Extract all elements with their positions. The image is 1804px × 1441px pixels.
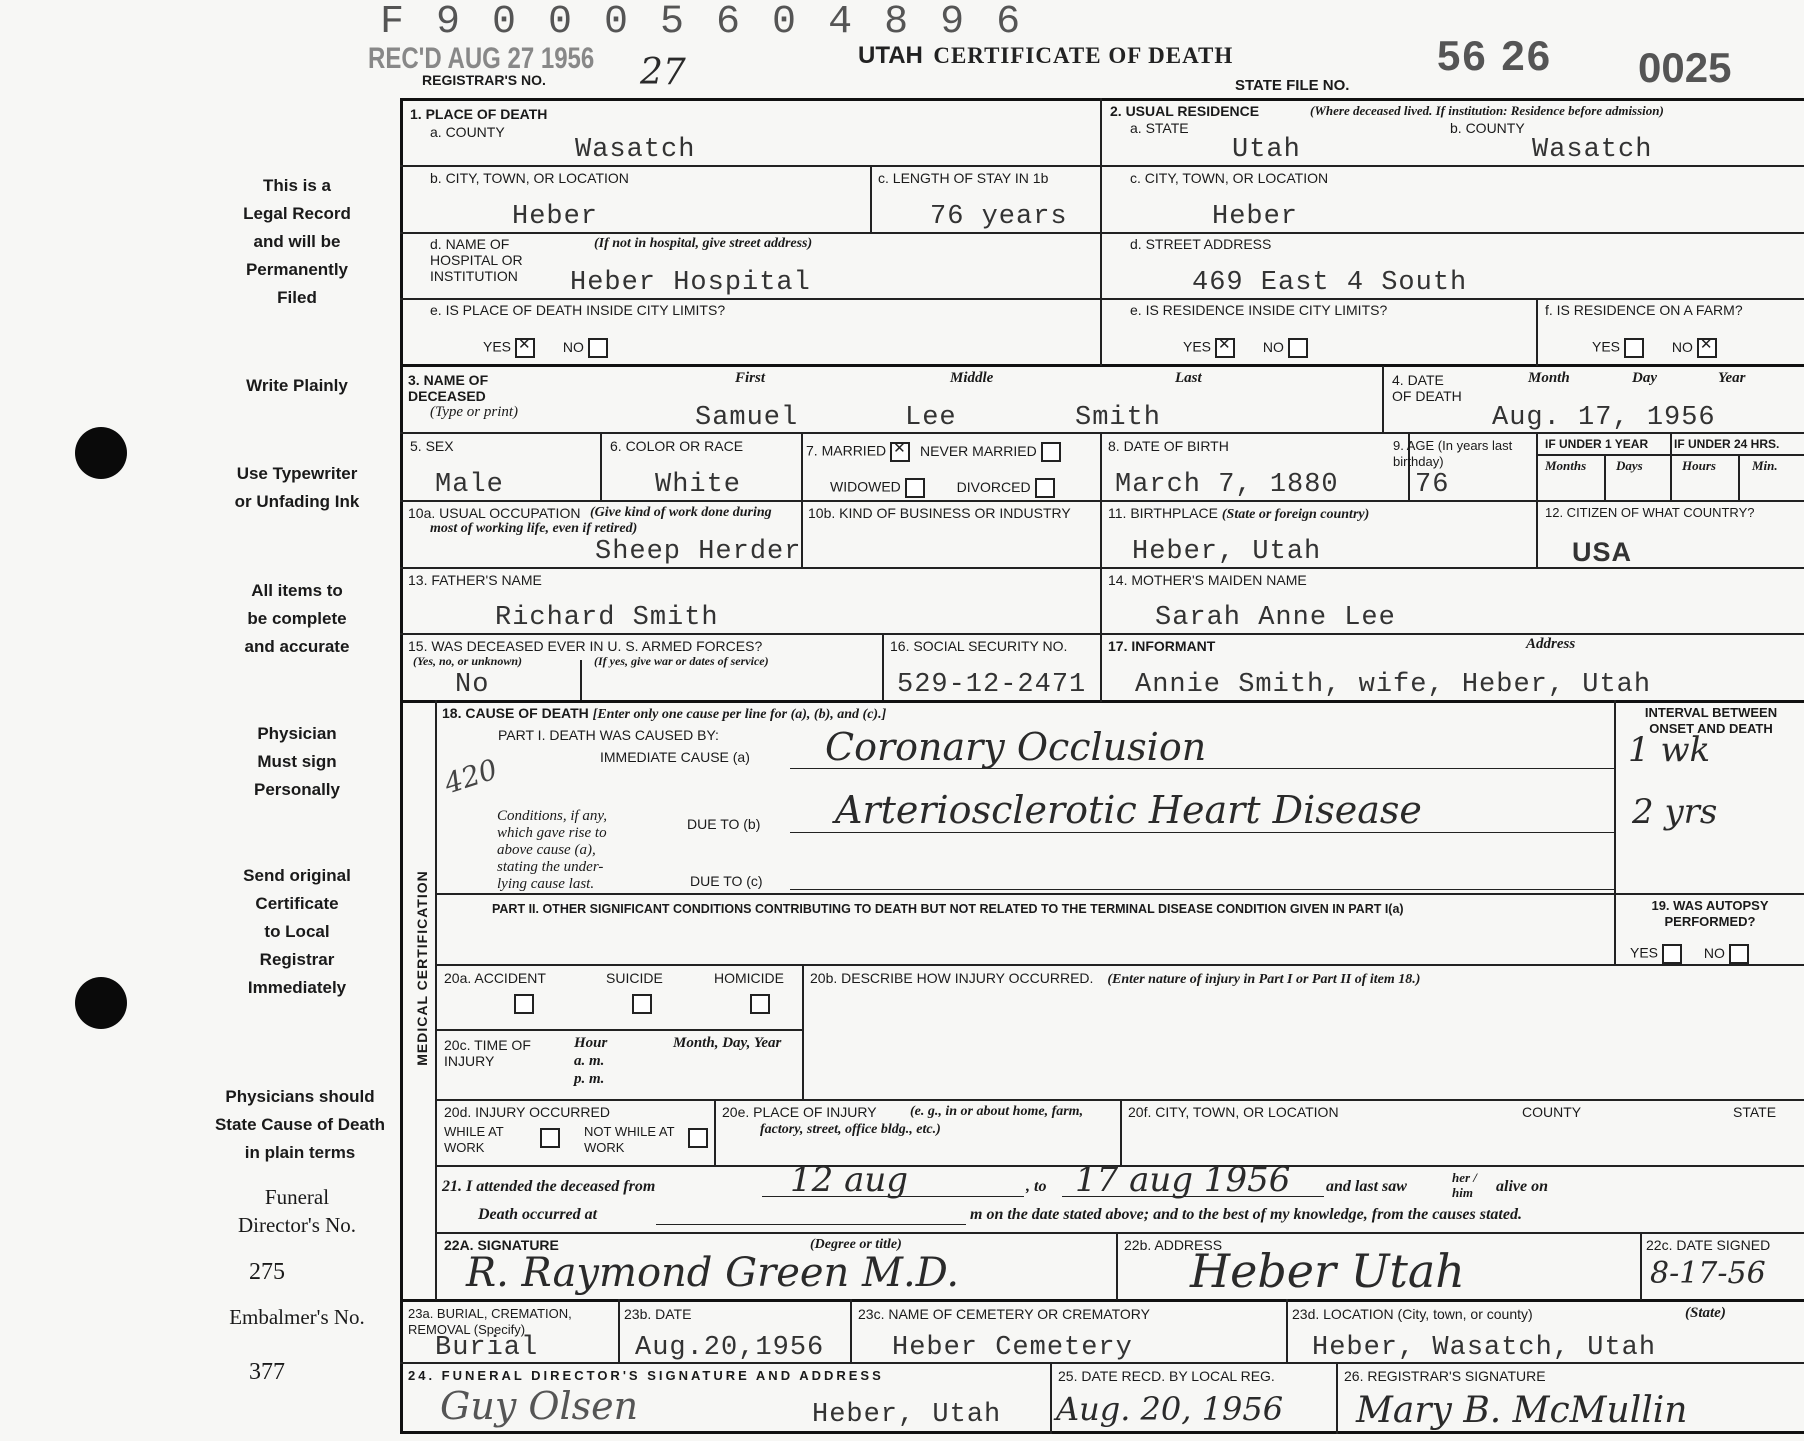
autopsy-no-checkbox[interactable] [1729, 944, 1749, 964]
funeral-director-address: Heber, Utah [812, 1400, 1002, 1430]
autopsy-options: YES NO [1630, 944, 1749, 964]
title-prefix: UTAH [858, 42, 923, 69]
state-file-seq: 0025 [1638, 44, 1732, 91]
suicide-checkbox[interactable] [632, 994, 652, 1014]
sidebar-typewriter-note: Use Typewriter or Unfading Ink [234, 464, 360, 511]
middle-name-value: Lee [905, 403, 957, 433]
res-city-value: Heber [1212, 202, 1299, 232]
hospital-note: (If not in hospital, give street address) [594, 236, 813, 251]
serial-number: F 9 0 0 0 5 6 0 4 8 9 6 [380, 0, 1025, 45]
citizen-value: USA [1572, 537, 1633, 567]
cemetery-value: Heber Cemetery [892, 1333, 1133, 1363]
race-label: 6. COLOR OR RACE [610, 438, 744, 454]
while-at-work-label: WHILE AT WORK [444, 1124, 504, 1155]
street-value: 469 East 4 South [1192, 268, 1468, 298]
autopsy-label: 19. WAS AUTOPSY PERFORMED? [1651, 898, 1769, 929]
occupation-label: 10a. USUAL OCCUPATION [408, 505, 581, 521]
res-state-label: a. STATE [1130, 120, 1189, 136]
dod-year-label: Year [1718, 370, 1746, 386]
place-of-death-label: 1. PLACE OF DEATH [410, 106, 548, 122]
due-to-c-label: DUE TO (c) [690, 873, 763, 889]
res-county-value: Wasatch [1532, 135, 1653, 165]
physician-address: Heber Utah [1190, 1244, 1465, 1298]
not-at-work-label: NOT WHILE AT WORK [584, 1124, 675, 1155]
funeral-director-label: Funeral Director's No. [237, 1185, 357, 1237]
farm-no-checkbox[interactable] [1697, 338, 1717, 358]
cause-a-value: Coronary Occlusion [825, 725, 1207, 769]
recd-label: 25. DATE RECD. BY LOCAL REG. [1058, 1368, 1275, 1384]
widowed-checkbox[interactable] [905, 478, 925, 498]
res-state-value: Utah [1232, 135, 1301, 165]
embalmer-no: 377 [249, 1359, 285, 1385]
farm-yes-checkbox[interactable] [1624, 338, 1644, 358]
pod-inside-no-checkbox[interactable] [588, 338, 608, 358]
last-name-value: Smith [1075, 403, 1162, 433]
alive-on-label: alive on [1496, 1178, 1548, 1195]
informant-value: Annie Smith, wife, Heber, Utah [1135, 670, 1652, 700]
residence-note: (Where deceased lived. If institution: Residence before admission) [1310, 103, 1664, 118]
location-state-label: (State) [1685, 1305, 1726, 1321]
describe-injury-label: 20b. DESCRIBE HOW INJURY OCCURRED. (Enter nature of injury in Part I or Part II of item 18.) [810, 970, 1421, 987]
pod-city-label: b. CITY, TOWN, OR LOCATION [430, 170, 629, 186]
registrar-no-label: REGISTRAR'S NO. [422, 72, 546, 88]
punch-hole-bottom [75, 977, 127, 1029]
occupation-value: Sheep Herder [595, 537, 802, 567]
stay-value: 76 years [930, 202, 1068, 232]
middle-label: Middle [950, 370, 994, 386]
signature-label: 22A. SIGNATURE [444, 1237, 559, 1253]
citizen-label: 12. CITIZEN OF WHAT COUNTRY? [1545, 505, 1755, 520]
pod-county-value: Wasatch [575, 135, 696, 165]
injury-occurred-label: 20d. INJURY OCCURRED [444, 1104, 610, 1120]
sidebar-physician-note: Physician Must sign Personally [254, 724, 340, 799]
hospital-label: d. NAME OF HOSPITAL OR INSTITUTION [430, 236, 523, 284]
street-label: d. STREET ADDRESS [1130, 236, 1272, 252]
res-inside-no-checkbox[interactable] [1288, 338, 1308, 358]
funeral-director-sig-label: 24. FUNERAL DIRECTOR'S SIGNATURE AND ADDRESS [408, 1368, 884, 1383]
sidebar-plain-terms: Physicians should State Cause of Death in plain terms [214, 1087, 386, 1162]
attended-to-value: 17 aug 1956 [1075, 1160, 1291, 1200]
date-of-death-label: 4. DATE OF DEATH [1392, 372, 1462, 404]
injury-state-label: STATE [1733, 1104, 1777, 1120]
degree-label: (Degree or title) [810, 1237, 902, 1252]
divorced-checkbox[interactable] [1035, 478, 1055, 498]
cemetery-label: 23c. NAME OF CEMETERY OR CREMATORY [858, 1306, 1150, 1322]
interval-a-value: 1 wk [1628, 730, 1711, 770]
interval-label: INTERVAL BETWEEN ONSET AND DEATH [1644, 705, 1778, 736]
burial-date-label: 23b. DATE [624, 1306, 692, 1322]
dod-month-label: Month [1528, 370, 1570, 386]
birth-value: March 7, 1880 [1115, 470, 1339, 500]
res-inside-limits-label: e. IS RESIDENCE INSIDE CITY LIMITS? [1130, 302, 1388, 318]
title-main: CERTIFICATE OF DEATH [933, 43, 1234, 68]
part2-label: PART II. OTHER SIGNIFICANT CONDITIONS CONTRIBUTING TO DEATH BUT NOT RELATED TO THE TERMINAL DISEASE CONDITION GIVEN IN PART I(a) [492, 902, 1404, 916]
under-1-year-label: IF UNDER 1 YEAR [1545, 437, 1649, 451]
sidebar-send-note: Send original Certificate to Local Registrar Immediately [243, 866, 351, 997]
hospital-value: Heber Hospital [570, 268, 811, 298]
min-label: Min. [1752, 458, 1778, 473]
ssn-value: 529-12-2471 [897, 670, 1087, 700]
days-label: Days [1616, 458, 1643, 473]
sex-label: 5. SEX [410, 438, 454, 454]
father-label: 13. FATHER'S NAME [408, 572, 542, 588]
funeral-director-no: 275 [249, 1259, 285, 1285]
date-of-death-value: Aug. 17, 1956 [1492, 403, 1716, 433]
race-value: White [655, 470, 742, 500]
never-married-checkbox[interactable] [1041, 442, 1061, 462]
injury-city-label: 20f. CITY, TOWN, OR LOCATION [1128, 1104, 1339, 1120]
sidebar-complete-note: All items to be complete and accurate [244, 581, 350, 656]
registrar-signature: Mary B. McMullin [1356, 1390, 1688, 1431]
last-label: Last [1175, 370, 1202, 386]
certificate-title [858, 42, 1233, 70]
state-file-no: 56 26 [1437, 32, 1553, 79]
birthplace-label: 11. BIRTHPLACE (State or foreign country) [1108, 505, 1370, 522]
recd-value: Aug. 20, 1956 [1056, 1390, 1284, 1428]
suicide-label: SUICIDE [606, 970, 663, 986]
pod-inside-limits-options: YES✕ NO [483, 338, 608, 358]
attended-from-value: 12 aug [790, 1160, 909, 1200]
embalmer-label: Embalmer's No. [229, 1305, 365, 1329]
age-value: 76 [1415, 470, 1450, 500]
res-county-label: b. COUNTY [1450, 120, 1525, 136]
under-24-hrs-label: IF UNDER 24 HRS. [1674, 437, 1780, 451]
am-label: a. m. [574, 1053, 605, 1069]
registrar-no: 27 [640, 52, 686, 93]
burial-date-value: Aug.20,1956 [635, 1333, 825, 1363]
mdy-label: Month, Day, Year [673, 1035, 782, 1051]
date-signed-value: 8-17-56 [1650, 1256, 1766, 1291]
funeral-director-signature: Guy Olsen [440, 1384, 639, 1428]
disease-code: 420 [440, 752, 502, 801]
name-note: (Type or print) [430, 404, 519, 420]
conditions-note: Conditions, if any, which gave rise to above cause (a), stating the under- lying cause last. [497, 808, 608, 892]
informant-label: 17. INFORMANT [1108, 638, 1216, 654]
pod-city-value: Heber [512, 202, 599, 232]
homicide-checkbox[interactable] [750, 994, 770, 1014]
first-name-value: Samuel [695, 403, 799, 433]
occupation-note: (Give kind of work done during most of working life, even if retired) [430, 505, 772, 536]
business-label: 10b. KIND OF BUSINESS OR INDUSTRY [808, 505, 1071, 521]
residence-label: 2. USUAL RESIDENCE [1110, 103, 1260, 119]
informant-address-label: Address [1526, 636, 1576, 652]
res-inside-limits-options: YES✕ NO [1183, 338, 1308, 358]
location-value: Heber, Wasatch, Utah [1312, 1333, 1657, 1363]
attended-label: 21. I attended the deceased from [442, 1178, 656, 1195]
pod-inside-yes-checkbox[interactable] [515, 338, 535, 358]
while-at-work-checkbox[interactable] [540, 1128, 560, 1148]
age-label: 9. AGE (In years last birthday) [1393, 438, 1513, 469]
medical-certification-label: MEDICAL CERTIFICATION [414, 870, 430, 1066]
not-at-work-checkbox[interactable] [688, 1128, 708, 1148]
stay-label: c. LENGTH OF STAY IN 1b [878, 170, 1049, 186]
dod-day-label: Day [1632, 370, 1657, 386]
name-label: 3. NAME OF DECEASED [408, 372, 489, 404]
date-signed-label: 22c. DATE SIGNED [1646, 1237, 1771, 1253]
punch-hole-top [75, 427, 127, 479]
accident-label: 20a. ACCIDENT [444, 970, 546, 986]
farm-label: f. IS RESIDENCE ON A FARM? [1545, 302, 1743, 318]
res-inside-yes-checkbox[interactable] [1215, 338, 1235, 358]
birthplace-value: Heber, Utah [1132, 537, 1322, 567]
cause-label: 18. CAUSE OF DEATH [Enter only one cause per line for (a), (b), and (c).] [442, 705, 887, 722]
cause-b-value: Arteriosclerotic Heart Disease [835, 788, 1422, 832]
time-of-injury-label: 20c. TIME OF INJURY [444, 1037, 531, 1069]
physician-address-label: 22b. ADDRESS [1124, 1237, 1223, 1253]
ssn-label: 16. SOCIAL SECURITY NO. [890, 638, 1068, 654]
due-to-b-label: DUE TO (b) [687, 816, 761, 832]
mother-value: Sarah Anne Lee [1155, 603, 1396, 633]
res-city-label: c. CITY, TOWN, OR LOCATION [1130, 170, 1329, 186]
registrar-sig-label: 26. REGISTRAR'S SIGNATURE [1344, 1368, 1546, 1384]
death-statement: m on the date stated above; and to the best of my knowledge, from the causes stated. [970, 1206, 1522, 1223]
death-occurred-label: Death occurred at [478, 1206, 598, 1223]
pod-county-label: a. COUNTY [430, 124, 505, 140]
burial-label: 23a. BURIAL, CREMATION, REMOVAL (Specify) [408, 1306, 572, 1337]
armed-note-1: (Yes, no, or unknown) [413, 654, 523, 668]
accident-checkbox[interactable] [514, 994, 534, 1014]
armed-forces-label: 15. WAS DECEASED EVER IN U. S. ARMED FORCES? [408, 638, 763, 654]
armed-note-2: (If yes, give war or dates of service) [594, 654, 769, 668]
farm-options: YES NO✕ [1592, 338, 1717, 358]
months-label: Months [1545, 458, 1587, 473]
sex-value: Male [435, 470, 504, 500]
injury-county-label: COUNTY [1522, 1104, 1582, 1120]
armed-forces-value: No [455, 670, 490, 700]
hours-label: Hours [1682, 458, 1716, 473]
received-stamp: REC'D AUG 27 1956 [368, 42, 595, 75]
last-saw-label: and last saw [1326, 1178, 1407, 1195]
sidebar-legal-note: This is a Legal Record and will be Permanently Filed [243, 176, 351, 307]
married-checkbox[interactable] [890, 442, 910, 462]
sidebar-write-plainly: Write Plainly [246, 376, 348, 395]
first-label: First [735, 370, 766, 386]
pm-label: p. m. [574, 1071, 605, 1087]
hour-label: Hour [574, 1035, 608, 1051]
marital-status-2: WIDOWED DIVORCED [830, 478, 1055, 498]
part1-label: PART I. DEATH WAS CAUSED BY: [498, 727, 719, 743]
homicide-label: HOMICIDE [714, 970, 784, 986]
immediate-cause-label: IMMEDIATE CAUSE (a) [600, 749, 750, 765]
mother-label: 14. MOTHER'S MAIDEN NAME [1108, 572, 1307, 588]
interval-b-value: 2 yrs [1632, 792, 1718, 832]
burial-value: Burial [435, 1333, 539, 1363]
pod-inside-limits-label: e. IS PLACE OF DEATH INSIDE CITY LIMITS? [430, 302, 726, 318]
birth-label: 8. DATE OF BIRTH [1108, 438, 1229, 454]
father-value: Richard Smith [495, 603, 719, 633]
her-him-label: her / him [1452, 1170, 1477, 1200]
physician-signature: R. Raymond Green M.D. [466, 1250, 960, 1296]
attended-to-label: , to [1026, 1178, 1047, 1195]
place-of-injury-note: (e. g., in or about home, farm, factory, street, office bldg., etc.) [760, 1104, 1084, 1137]
state-file-label: STATE FILE NO. [1235, 77, 1350, 94]
marital-status: 7. MARRIED✕ NEVER MARRIED [806, 442, 1061, 462]
location-label: 23d. LOCATION (City, town, or county) [1292, 1306, 1533, 1322]
place-of-injury-label: 20e. PLACE OF INJURY [722, 1104, 877, 1120]
autopsy-yes-checkbox[interactable] [1662, 944, 1682, 964]
